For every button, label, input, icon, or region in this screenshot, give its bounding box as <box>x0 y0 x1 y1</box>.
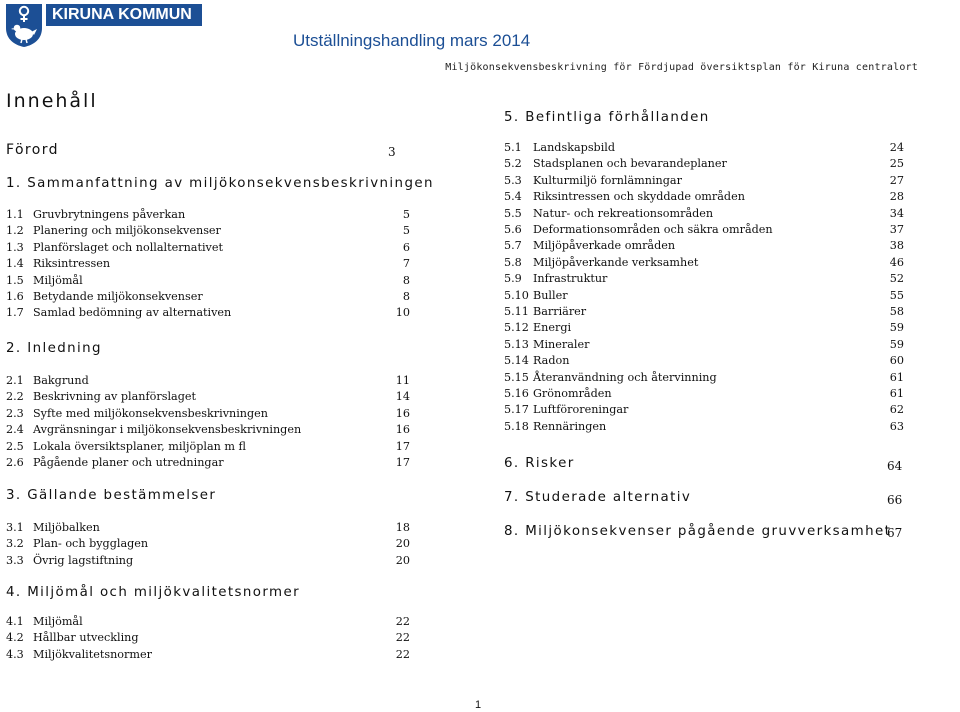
toc-entry-number: 3.2 <box>6 537 24 551</box>
toc-entry-label: Grönområden <box>533 387 612 400</box>
toc-entry-page: 59 <box>889 337 904 351</box>
toc-entry[interactable] <box>504 238 904 254</box>
toc-entry-number: 2.2 <box>6 390 24 404</box>
toc-entry[interactable] <box>6 455 410 471</box>
toc-entry-number: 5.13 <box>504 337 529 351</box>
toc-entry[interactable] <box>504 320 904 336</box>
toc-entry-page: 22 <box>395 631 410 645</box>
toc-entry-page: 22 <box>395 647 410 661</box>
toc-entry-page: 8 <box>402 290 410 303</box>
toc-entry-label: Barriärer <box>533 305 587 318</box>
toc-entry-number: 5.16 <box>504 387 529 400</box>
toc-entry-label: Landskapsbild <box>533 141 616 154</box>
toc-entry-number: 5.4 <box>504 190 522 204</box>
toc-entry-label: Övrig lagstiftning <box>33 553 134 567</box>
toc-entry-number: 5.12 <box>504 321 529 335</box>
toc-entry[interactable] <box>6 373 410 389</box>
toc-entry-label: Återanvändning och återvinning <box>533 370 717 384</box>
toc-entry-number: 1.4 <box>6 257 24 271</box>
toc-entry[interactable] <box>6 223 410 239</box>
toc-section-4-title[interactable]: 4. Miljömål och miljökvalitetsnormer <box>6 585 301 600</box>
toc-entry-label: Betydande miljökonsekvenser <box>33 290 203 303</box>
toc-entry-label: Kulturmiljö fornlämningar <box>533 173 682 187</box>
toc-entry-number: 5.3 <box>504 173 522 187</box>
toc-entry-label: Gruvbrytningens påverkan <box>33 208 186 221</box>
toc-entry-number: 5.11 <box>504 305 529 318</box>
toc-entry-page: 18 <box>395 521 410 534</box>
toc-entry-page: 17 <box>395 439 410 453</box>
toc-entry-label: Mineraler <box>533 337 590 351</box>
foreword-page: 3 <box>388 145 396 159</box>
toc-entry-number: 5.14 <box>504 354 529 368</box>
toc-entry[interactable] <box>504 255 904 271</box>
toc-entry[interactable] <box>504 156 904 172</box>
toc-entry-number: 5.18 <box>504 419 529 433</box>
toc-entry-page: 63 <box>889 419 904 433</box>
toc-entry-page: 37 <box>889 223 904 236</box>
toc-section-2-title[interactable]: 2. Inledning <box>6 341 102 356</box>
toc-entry[interactable] <box>504 402 904 418</box>
toc-entry-label: Bakgrund <box>33 374 89 387</box>
toc-entry-label: Syfte med miljökonsekvensbeskrivningen <box>33 406 268 420</box>
toc-entry-label: Radon <box>533 354 570 368</box>
toc-heading: Innehåll <box>6 90 98 112</box>
toc-entry-page: 20 <box>395 537 410 551</box>
toc-entry-page: 27 <box>889 173 904 187</box>
toc-entry-number: 5.15 <box>504 370 529 384</box>
kiruna-coat-of-arms-icon <box>4 2 44 48</box>
toc-entry[interactable] <box>6 630 410 646</box>
toc-entry[interactable] <box>504 206 904 222</box>
toc-section-8-title[interactable]: 8. Miljökonsekvenser pågående gruvverksamhet <box>504 524 892 539</box>
toc-entry-number: 2.1 <box>6 374 24 387</box>
toc-entry[interactable] <box>504 386 904 402</box>
toc-entry-label: Miljöbalken <box>33 521 100 534</box>
toc-entry[interactable] <box>6 439 410 455</box>
toc-entry[interactable] <box>6 305 410 321</box>
toc-entry-number: 1.1 <box>6 208 24 221</box>
toc-entry[interactable] <box>504 189 904 205</box>
toc-entry-number: 2.3 <box>6 406 24 420</box>
toc-entry-label: Miljömål <box>33 273 83 287</box>
toc-foreword[interactable] <box>6 142 59 158</box>
toc-entry-number: 1.5 <box>6 273 24 287</box>
toc-entry-number: 5.9 <box>504 272 522 286</box>
toc-entry[interactable] <box>6 289 410 305</box>
toc-entry-number: 4.3 <box>6 647 24 661</box>
toc-entry-label: Infrastruktur <box>533 272 608 286</box>
toc-entry-label: Hållbar utveckling <box>33 631 139 645</box>
toc-entry[interactable] <box>504 140 904 156</box>
toc-entry-label: Miljöpåverkade områden <box>533 239 676 253</box>
toc-entry[interactable] <box>6 520 410 536</box>
toc-entry-label: Miljökvalitetsnormer <box>33 647 152 661</box>
toc-entry-page: 38 <box>889 239 904 253</box>
toc-entry-number: 2.4 <box>6 423 24 437</box>
toc-entry-page: 8 <box>402 273 410 287</box>
toc-entry-page: 16 <box>395 406 410 420</box>
toc-entry-page: 24 <box>889 141 904 154</box>
toc-entry[interactable] <box>6 256 410 272</box>
toc-entry-page: 52 <box>889 272 904 286</box>
toc-entry[interactable] <box>6 273 410 289</box>
toc-entry-number: 5.7 <box>504 239 522 253</box>
toc-section-7-page: 66 <box>887 493 903 507</box>
toc-entry[interactable] <box>504 419 904 435</box>
toc-section-7-title[interactable]: 7. Studerade alternativ <box>504 490 692 505</box>
toc-entry-label: Pågående planer och utredningar <box>33 456 224 469</box>
toc-entry-page: 59 <box>889 321 904 335</box>
toc-section-3-title[interactable]: 3. Gällande bestämmelser <box>6 488 217 503</box>
toc-entry-page: 61 <box>889 387 904 400</box>
organization-name: KIRUNA KOMMUN <box>46 4 202 26</box>
toc-entry[interactable] <box>6 536 410 552</box>
toc-entry-page: 14 <box>395 390 410 404</box>
toc-entry[interactable] <box>6 406 410 422</box>
toc-entry[interactable] <box>6 389 410 405</box>
toc-entry-page: 17 <box>395 456 410 469</box>
toc-entry-page: 16 <box>395 423 410 437</box>
toc-entry-page: 55 <box>889 288 904 302</box>
toc-entry-label: Miljömål <box>33 615 83 628</box>
toc-entry[interactable] <box>504 288 904 304</box>
toc-entry-page: 60 <box>889 354 904 368</box>
toc-entry[interactable] <box>504 222 904 238</box>
toc-entry-label: Energi <box>533 321 572 335</box>
toc-entry-number: 2.6 <box>6 456 24 469</box>
toc-entry-number: 5.2 <box>504 157 522 171</box>
toc-entry[interactable] <box>504 271 904 287</box>
toc-entry-page: 11 <box>395 374 410 387</box>
toc-entry-page: 7 <box>402 257 410 271</box>
toc-entry-number: 5.5 <box>504 206 522 220</box>
toc-entry-page: 28 <box>889 190 904 204</box>
toc-entry-number: 1.3 <box>6 240 24 254</box>
toc-entry-page: 62 <box>889 403 904 417</box>
toc-entry-number: 1.6 <box>6 290 24 303</box>
toc-entry[interactable] <box>504 304 904 320</box>
toc-entry-page: 5 <box>402 224 410 238</box>
toc-entry-number: 5.1 <box>504 141 522 154</box>
foreword-label: Förord <box>6 142 59 158</box>
toc-entry-page: 46 <box>889 255 904 269</box>
toc-section-8-page: 67 <box>887 526 903 540</box>
toc-entry-page: 6 <box>402 240 410 254</box>
toc-entry-label: Avgränsningar i miljökonsekvensbeskrivningen <box>33 423 302 437</box>
toc-entry[interactable] <box>6 240 410 256</box>
toc-entry[interactable] <box>6 614 410 630</box>
toc-entry-label: Rennäringen <box>533 419 607 433</box>
toc-entry-page: 61 <box>889 370 904 384</box>
toc-entry-label: Luftföroreningar <box>533 403 629 417</box>
toc-entry[interactable] <box>504 337 904 353</box>
toc-entry-number: 4.2 <box>6 631 24 645</box>
page-number: 1 <box>475 699 482 711</box>
toc-entry-page: 34 <box>889 206 904 220</box>
toc-entry-number: 5.6 <box>504 223 522 236</box>
toc-entry-number: 2.5 <box>6 439 24 453</box>
toc-entry-number: 1.2 <box>6 224 24 238</box>
toc-entry-number: 4.1 <box>6 615 24 628</box>
toc-entry-label: Miljöpåverkande verksamhet <box>533 255 699 269</box>
toc-entry-label: Deformationsområden och säkra områden <box>533 223 773 236</box>
toc-entry-number: 5.17 <box>504 403 529 417</box>
toc-section-6-page: 64 <box>887 459 903 473</box>
toc-entry-number: 5.8 <box>504 255 522 269</box>
toc-entry[interactable] <box>6 647 410 663</box>
toc-section-6-title[interactable]: 6. Risker <box>504 456 575 471</box>
toc-entry-page: 22 <box>395 615 410 628</box>
toc-entry-label: Beskrivning av planförslaget <box>33 390 196 404</box>
toc-entry-label: Plan- och bygglagen <box>33 537 149 551</box>
toc-entry-label: Stadsplanen och bevarandeplaner <box>533 157 727 171</box>
toc-entry-label: Planförslaget och nollalternativet <box>33 240 223 254</box>
toc-entry[interactable] <box>504 353 904 369</box>
toc-entry[interactable] <box>6 422 410 438</box>
toc-entry-label: Buller <box>533 288 568 302</box>
toc-entry-number: 1.7 <box>6 306 24 320</box>
toc-entry-number: 5.10 <box>504 288 529 302</box>
toc-entry-label: Lokala översiktsplaner, miljöplan m fl <box>33 439 247 453</box>
toc-entry-page: 5 <box>402 208 410 221</box>
toc-entry-label: Planering och miljökonsekvenser <box>33 224 221 238</box>
toc-entry-page: 20 <box>395 553 410 567</box>
toc-entry-label: Natur- och rekreationsområden <box>533 206 714 220</box>
toc-entry-label: Riksintressen <box>33 257 111 271</box>
toc-entry-page: 25 <box>889 157 904 171</box>
document-subtitle: Miljökonsekvensbeskrivning för Fördjupad översiktsplan för Kiruna centralort <box>445 62 918 73</box>
toc-entry[interactable] <box>504 173 904 189</box>
toc-section-5-title[interactable]: 5. Befintliga förhållanden <box>504 110 710 125</box>
toc-section-1-title[interactable]: 1. Sammanfattning av miljökonsekvensbeskrivningen <box>6 176 434 191</box>
toc-entry-page: 58 <box>889 305 904 318</box>
toc-entry-label: Riksintressen och skyddade områden <box>533 190 745 204</box>
toc-entry[interactable] <box>6 207 410 223</box>
toc-entry-label: Samlad bedömning av alternativen <box>33 306 232 320</box>
toc-entry-page: 10 <box>395 306 410 320</box>
toc-entry-number: 3.3 <box>6 553 24 567</box>
document-title: Utställningshandling mars 2014 <box>293 31 531 50</box>
toc-entry-number: 3.1 <box>6 521 24 534</box>
toc-entry[interactable] <box>6 553 410 569</box>
toc-entry[interactable] <box>504 370 904 386</box>
